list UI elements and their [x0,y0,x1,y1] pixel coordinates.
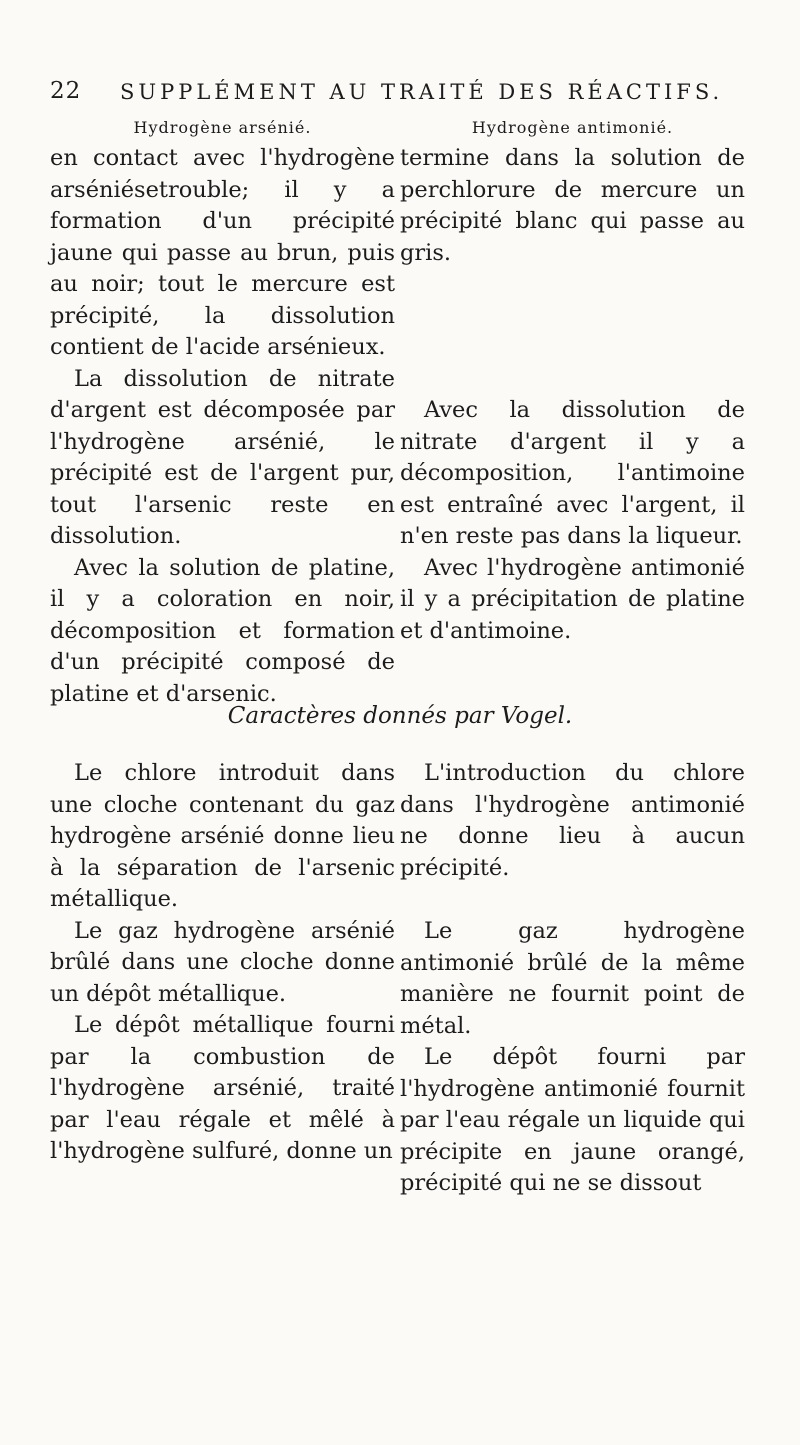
left-column-heading: Hydrogène arsénié. [133,118,312,137]
paragraph: Avec la solution de platine, il y a coloration en noir, décomposition et formation d'un précipité composé de platine et d'arsenic. [50,554,395,707]
paragraph: Le dépôt fourni par l'hydrogène antimonié fournit par l'eau régale un liquide qui précipite en jaune orangé, précipité qui ne se dissout [400,1044,745,1196]
paragraph: La dissolution de nitrate d'argent est décomposée par l'hydrogène arsénié, le précipité est de l'argent pur, tout l'arsenic reste en dissolution. [50,365,395,549]
paragraph: Avec l'hydrogène antimonié il y a précipitation de platine et d'antimoine. [400,554,745,644]
running-title: SUPPLÉMENT AU TRAITÉ DES RÉACTIFS. [120,80,724,104]
left-column-bottom [50,758,395,1168]
left-column-top [50,118,395,710]
paragraph: L'introduction du chlore dans l'hydrogène antimonié ne donne lieu à aucun précipité. [400,760,745,881]
right-column-bottom [400,758,745,1200]
paragraph: Le gaz hydrogène arsénié brûlé dans une cloche donne un dépôt métallique. [50,917,395,1007]
paragraph: Avec la dissolution de nitrate d'argent il y a décomposition, l'antimoine est entraîné avec l'argent, il n'en reste pas dans la liqueur. [400,397,745,549]
paragraph: termine dans la solution de perchlorure de mercure un précipité blanc qui passe au gris. [400,145,745,266]
paragraph: Le gaz hydrogène antimonié brûlé de la même manière ne fournit point de métal. [400,918,745,1039]
running-head [0,78,800,108]
paragraph: Le dépôt métallique fourni par la combustion de l'hydrogène arsénié, traité par l'eau régale et mêlé à l'hydrogène sulfuré, donne un [50,1012,395,1164]
section-title: Caractères donnés par Vogel. [227,703,573,729]
paragraph: en contact avec l'hydrogène arséniésetrouble; il y a formation d'un précipité jaune qui passe au brun, puis au noir; tout le mercure est précipité, la dissolution contient de l'acide arsénieux. [50,145,395,360]
right-column-top [400,118,745,647]
paragraph: Le chlore introduit dans une cloche contenant du gaz hydrogène arsénié donne lieu à la séparation de l'arsenic métallique. [50,760,395,912]
right-column-heading: Hydrogène antimonié. [471,118,674,137]
page-number: 22 [50,78,82,104]
